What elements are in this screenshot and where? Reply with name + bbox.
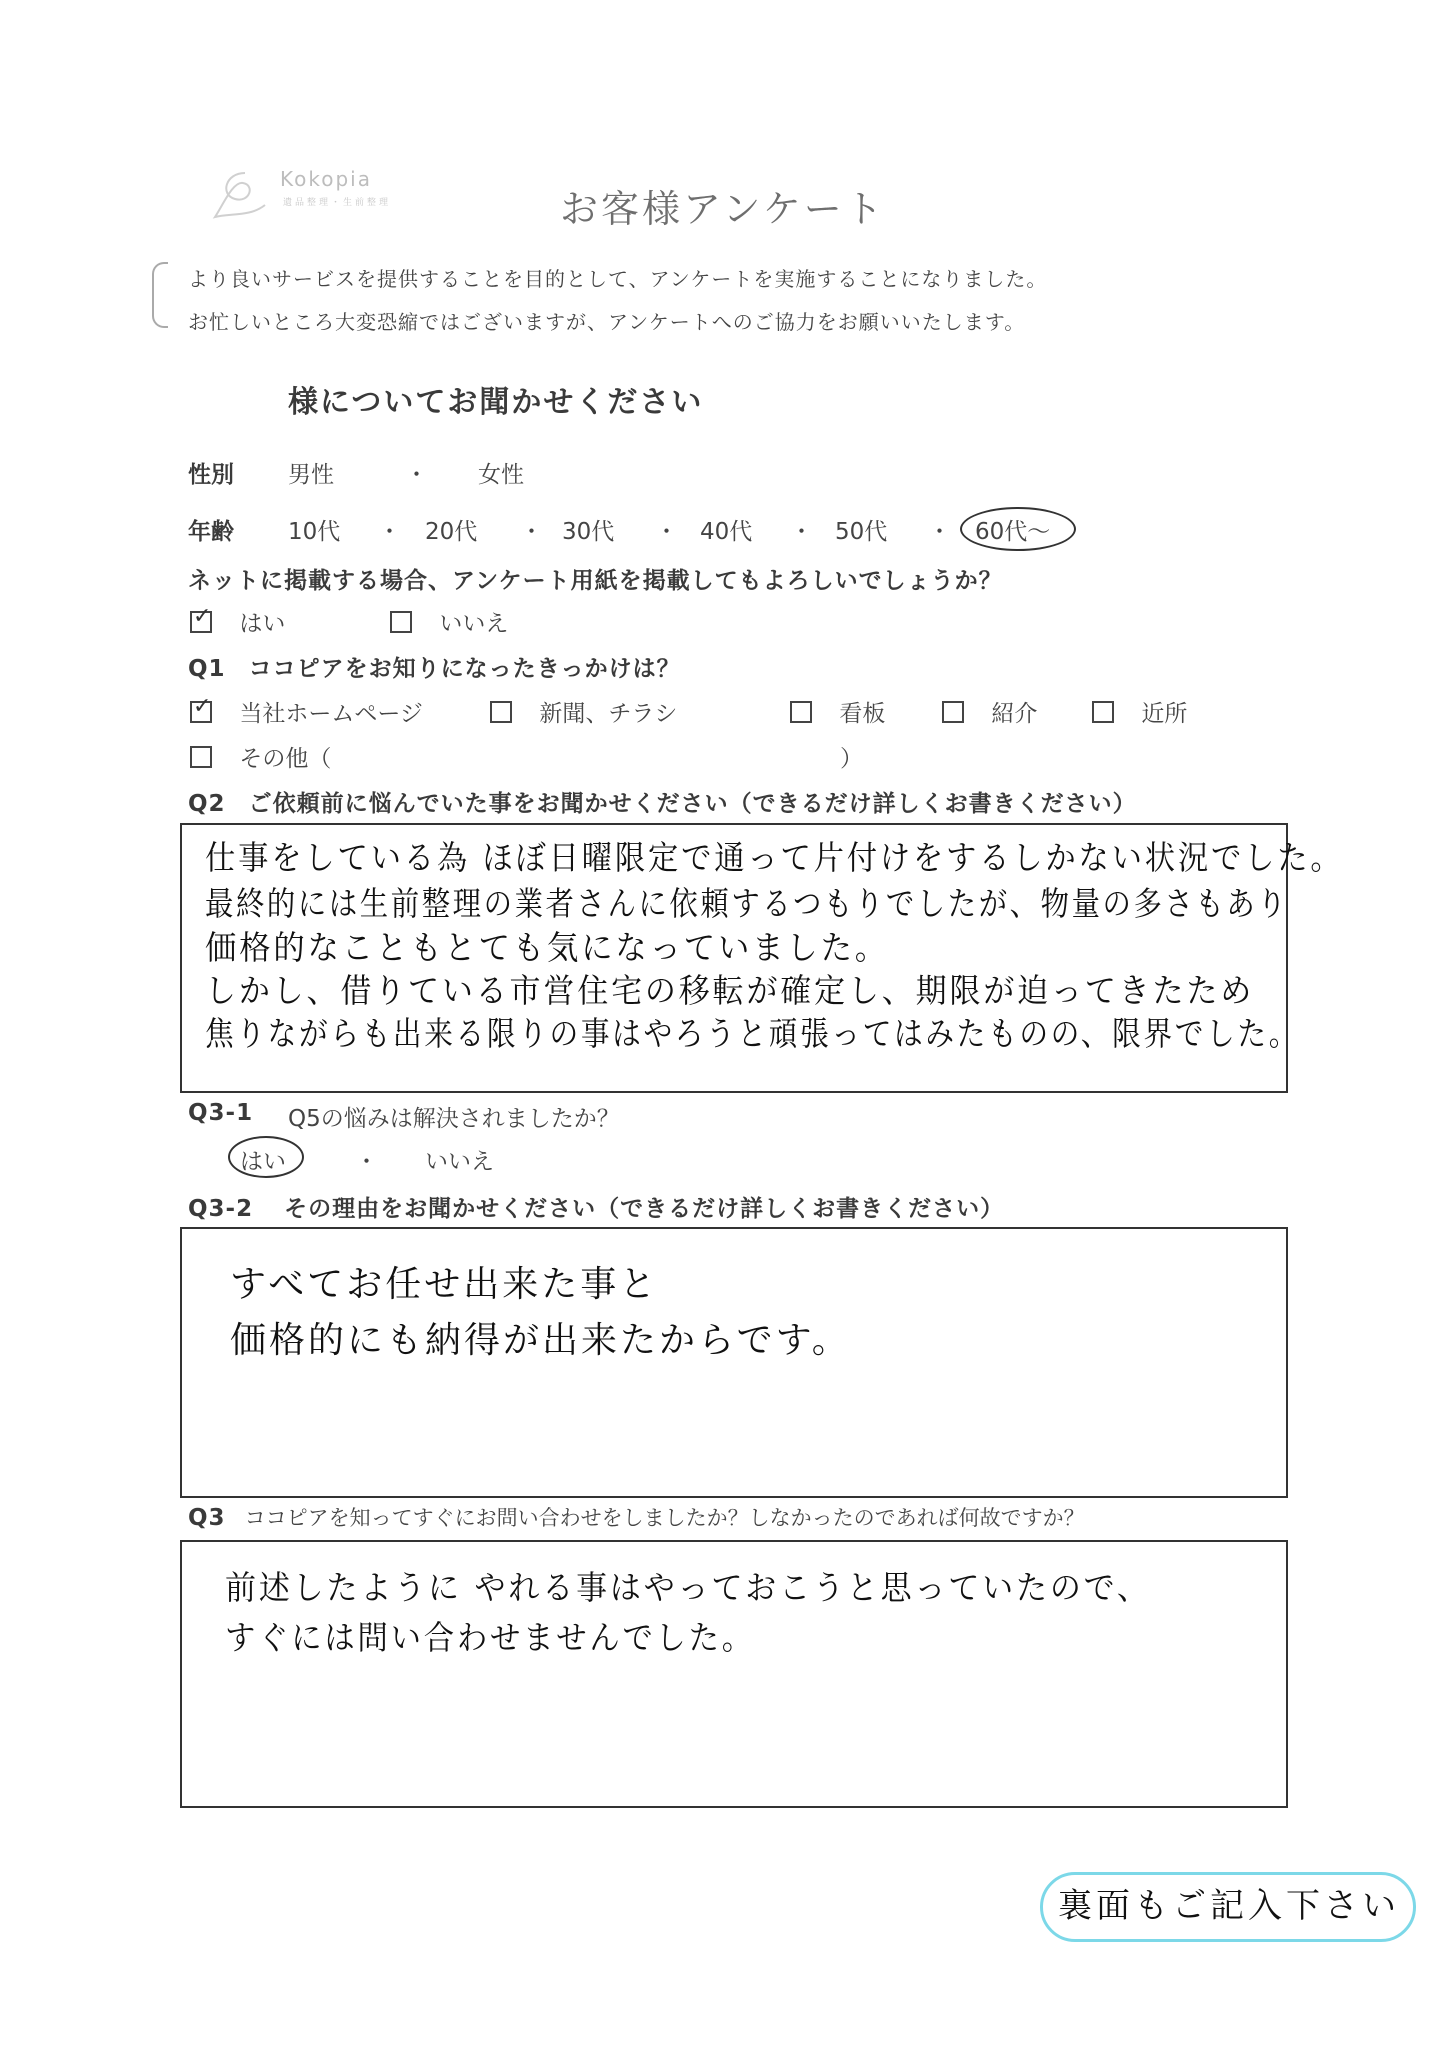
q3-answer-line: すぐには問い合わせませんでした。 — [225, 1618, 755, 1657]
q3-1-option-yes[interactable]: はい — [240, 1149, 286, 1175]
q1-option-other[interactable] — [190, 740, 331, 773]
section-heading: 様についてお聞かせください — [288, 385, 704, 420]
q1-option-label: 当社ホームページ — [239, 701, 423, 727]
age-option-60s[interactable]: 60代〜 — [975, 519, 1051, 545]
q3-2-number: Q3-2 — [188, 1196, 254, 1222]
q3-1-question: Q5の悩みは解決されましたか？ — [288, 1106, 620, 1132]
checkbox-icon[interactable] — [490, 701, 512, 723]
publish-no[interactable] — [390, 605, 508, 638]
kokopia-logo — [205, 165, 435, 225]
logo-subtext: 遺品整理・生前整理 — [283, 198, 392, 208]
q1-number: Q1 — [188, 656, 226, 682]
q2-question: ご依頼前に悩んでいた事をお聞かせください（できるだけ詳しくお書きください） — [248, 791, 1137, 817]
age-option-30s[interactable]: 30代 — [562, 519, 615, 545]
q2-answer-line: しかし、借りている市営住宅の移転が確定し、期限が迫ってきたため — [205, 971, 1255, 1010]
age-separator: ・ — [520, 519, 543, 545]
logo-mark-icon — [205, 165, 275, 225]
publish-no-label: いいえ — [439, 611, 509, 637]
q1-option-signboard[interactable] — [790, 695, 885, 728]
publish-question: ネットに掲載する場合、アンケート用紙を掲載してもよろしいでしょうか？ — [188, 568, 1003, 594]
q2-answer-line: 価格的なこともとても気になっていました。 — [205, 928, 889, 967]
intro-line-2: お忙しいところ大変恐縮ではございますが、アンケートへのご協力をお願いいたします。 — [188, 310, 1026, 334]
q3-2-answer-line: 価格的にも納得が出来たからです。 — [230, 1320, 851, 1361]
publish-yes[interactable] — [190, 605, 285, 638]
q1-option-homepage[interactable] — [190, 695, 423, 728]
checkbox-icon[interactable] — [790, 701, 812, 723]
q3-1-option-no[interactable]: いいえ — [425, 1149, 494, 1175]
q1-question: ココピアをお知りになったきっかけは？ — [248, 656, 681, 682]
q1-other-close: ） — [840, 746, 863, 772]
q1-option-neighborhood[interactable] — [1092, 695, 1187, 728]
q3-2-answer-line: すべてお任せ出来た事と — [230, 1264, 659, 1305]
page-title: お客様アンケート — [560, 187, 886, 231]
checkbox-checked-icon[interactable] — [190, 611, 212, 633]
logo-text: Kokopia — [280, 167, 372, 191]
age-selected-circle — [960, 507, 1076, 551]
age-separator: ・ — [378, 519, 401, 545]
q3-number: Q3 — [188, 1505, 226, 1531]
q1-other-label: その他（ — [239, 746, 332, 772]
q3-1-number: Q3-1 — [188, 1100, 254, 1126]
gender-option-male[interactable]: 男性 — [288, 462, 334, 488]
q2-answer-line: 最終的には生前整理の業者さんに依頼するつもりでしたが、物量の多さもあり — [205, 884, 1289, 923]
q3-1-selected-circle — [228, 1136, 304, 1178]
q3-question: ココピアを知ってすぐにお問い合わせをしましたか？しなかったのであれば何故ですか？ — [244, 1506, 1085, 1530]
checkbox-icon[interactable] — [390, 611, 412, 633]
q2-answer-line: 焦りながらも出来る限りの事はやろうと頑張ってはみたものの、限界でした。 — [205, 1014, 1301, 1053]
age-separator: ・ — [790, 519, 813, 545]
q2-number: Q2 — [188, 791, 226, 817]
age-separator: ・ — [928, 519, 951, 545]
checkbox-icon[interactable] — [190, 746, 212, 768]
q1-option-newspaper[interactable] — [490, 695, 677, 728]
q1-option-label: 近所 — [1141, 701, 1188, 727]
q1-option-referral[interactable] — [942, 695, 1037, 728]
publish-yes-label: はい — [239, 611, 286, 637]
checkbox-icon[interactable] — [942, 701, 964, 723]
footer-note: 裏面もご記入下さい — [1058, 1886, 1400, 1926]
age-option-50s[interactable]: 50代 — [835, 519, 888, 545]
q3-2-question: その理由をお聞かせください（できるだけ詳しくお書きください） — [284, 1196, 1005, 1222]
q1-option-label: 紹介 — [991, 701, 1038, 727]
gender-label: 性別 — [188, 462, 234, 488]
age-option-10s[interactable]: 10代 — [288, 519, 341, 545]
age-separator: ・ — [655, 519, 678, 545]
gender-separator: ・ — [405, 462, 428, 488]
checkbox-icon[interactable] — [1092, 701, 1114, 723]
q3-heading — [188, 1502, 1085, 1532]
gender-option-female[interactable]: 女性 — [478, 462, 524, 488]
q3-1-separator: ・ — [355, 1149, 378, 1175]
q1-option-label: 看板 — [839, 701, 886, 727]
q1-heading — [188, 650, 681, 683]
age-option-40s[interactable]: 40代 — [700, 519, 753, 545]
age-option-20s[interactable]: 20代 — [425, 519, 478, 545]
q2-answer-line: 仕事をしている為 ほぼ日曜限定で通って片付けをするしかない状況でした。 — [205, 838, 1344, 877]
checkbox-checked-icon[interactable] — [190, 701, 212, 723]
q3-2-heading — [188, 1190, 1004, 1223]
intro-bracket — [152, 262, 168, 328]
intro-line-1: より良いサービスを提供することを目的として、アンケートを実施することになりました。 — [188, 267, 1048, 291]
q1-option-label: 新聞、チラシ — [539, 701, 678, 727]
age-label: 年齢 — [188, 519, 234, 545]
q3-answer-line: 前述したように やれる事はやっておこうと思っていたので、 — [225, 1568, 1151, 1607]
q2-heading — [188, 785, 1137, 818]
